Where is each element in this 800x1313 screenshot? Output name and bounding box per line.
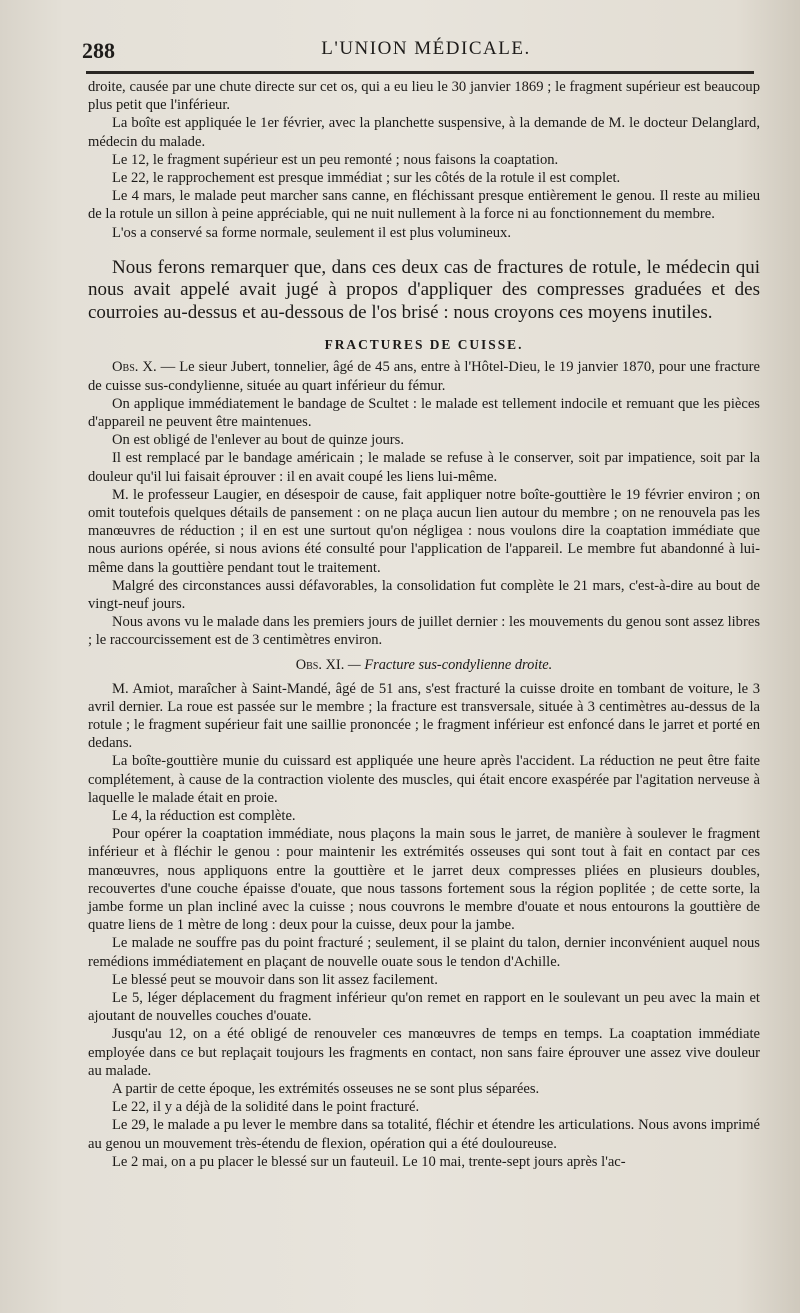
paragraph: Le 5, léger déplacement du fragment inférieur qu'on remet en rapport en le soulevant un peu avec la main et ajoutant de nouvelles couches d'ouate. — [88, 990, 760, 1025]
paragraph: Le blessé peut se mouvoir dans son lit assez facilement. — [112, 971, 438, 988]
paragraph: Malgré des circonstances aussi défavorables, la consolidation fut complète le 21 mars, c'est-à-dire au bout de vingt-neuf jours. — [88, 577, 760, 612]
paragraph: Le 22, le rapprochement est presque immédiat ; sur les côtés de la rotule il est complet. — [112, 170, 621, 187]
paragraph: L'os a conservé sa forme normale, seulement il est plus volumineux. — [112, 224, 511, 241]
paragraph: Le malade ne souffre pas du point fracturé ; seulement, il se plaint du talon, dernier inconvénient auquel nous remédions immédiatement en plaçant de nouvelle ouate sous le tendon d'Achille. — [88, 935, 760, 970]
paragraph: Il est remplacé par le bandage américain ; le malade se refuse à le conserver, soit par impatience, soit par la douleur qu'il lui faisait éprouver : il en avait coupé les liens lui-même. — [88, 450, 760, 485]
page-header — [82, 30, 770, 66]
header-rule — [86, 71, 754, 74]
paragraph: M. Amiot, maraîcher à Saint-Mandé, âgé de 51 ans, s'est fracturé la cuisse droite en tombant de voiture, le 3 avril dernier. La roue est passée sur le membre ; la fracture est transversale, située à 3 centimètres au-dessus de la rotule ; le fragment supérieur fait une saillie prononcée ; le fragment inférieur est enfoncé dans le jarret et porté en dedans. — [88, 680, 760, 752]
obs-11-ref: Obs. XI. — [295, 656, 345, 673]
paragraph: Pour opérer la coaptation immédiate, nous plaçons la main sous le jarret, de manière à soulever le fragment inférieur et à fléchir le genou : pour maintenir les extrémités osseuses qui sont tout à fait en contact par ces manœuvres, nous appliquons entre la gouttière et le jarret deux compresses pliées en plusieurs doubles, recouvertes d'une couche épaisse d'ouate, que nous tassons fortement sous la région poplitée ; de cette sorte, la jambe forme un plan incliné avec la cuisse ; nous couvrons le membre d'ouate et nous entourons la gouttière de quatre liens de 1 mètre de long : deux pour la cuisse, deux pour la jambe. — [88, 826, 760, 934]
paragraph: On applique immédiatement le bandage de Scultet : le malade est tellement indocile et remuant que les pièces d'appareil ne peuvent être maintenues. — [88, 395, 760, 430]
paragraph: Le 4 mars, le malade peut marcher sans canne, en fléchissant presque entièrement le genou. Il reste au milieu de la rotule un sillon à peine appréciable, qui ne nuit nullement à la force ni au fonctionnement du membre. — [88, 188, 760, 223]
obs-11-title: — Fracture sus-condylienne droite. — [347, 656, 553, 673]
obs-10-label: Obs. X. — [112, 359, 157, 376]
body-text — [88, 78, 760, 1171]
paragraph: La boîte-gouttière munie du cuissard est appliquée une heure après l'accident. La réduction ne peut être faite complétement, à cause de la contraction violente des muscles, qui était encore exaspérée par l'agitation nerveuse à laquelle le malade était en proie. — [88, 753, 760, 806]
paragraph: M. le professeur Laugier, en désespoir de cause, fait appliquer notre boîte-gouttière le 19 février environ ; on omit toutefois quelques détails de pansement : on ne plaça aucun lien autour du membre ; on ne renouvela pas les manœuvres de réduction ; il en est une surtout qu'on négligea : nous voulons dire la coaptation immédiate que nous aurions opérée, si nous avions été consulté pour l'application de l'appareil. Le membre fut abandonné à lui-même dans la gouttière pendant tout le traitement. — [88, 486, 760, 576]
section-heading: FRACTURES DE CUISSE. — [324, 337, 524, 353]
paragraph: droite, causée par une chute directe sur cet os, qui a eu lieu le 30 janvier 1869 ; le fragment supérieur est beaucoup plus petit que l'inférieur. — [88, 79, 760, 114]
obs-11-heading — [88, 656, 760, 674]
paragraph: Jusqu'au 12, on a été obligé de renouveler ces manœuvres de temps en temps. La coaptation immédiate employée dans ce but replaçait toujours les fragments en contact, non sans faire éprouver une assez vive douleur au malade. — [88, 1026, 760, 1079]
paragraph: A partir de cette époque, les extrémités osseuses ne se sont plus séparées. — [112, 1081, 540, 1098]
paragraph: Le 29, le malade a pu lever le membre dans sa totalité, fléchir et étendre les articulations. Nous avons imprimé au genou un mouvement très-étendu de flexion, opération qui a été douloureuse. — [88, 1117, 760, 1152]
paragraph: La boîte est appliquée le 1er février, avec la planchette suspensive, à la demande de M. le docteur Delanglard, médecin du malade. — [88, 115, 760, 150]
paragraph: Le 12, le fragment supérieur est un peu remonté ; nous faisons la coaptation. — [112, 151, 559, 168]
paragraph: On est obligé de l'enlever au bout de quinze jours. — [112, 432, 404, 449]
paragraph: Nous avons vu le malade dans les premiers jours de juillet dernier : les mouvements du genou sont assez libres ; le raccourcissement est de 3 centimètres environ. — [88, 614, 760, 649]
paragraph: Le 22, il y a déjà de la solidité dans le point fracturé. — [112, 1099, 420, 1116]
obs-10-intro-text: — Le sieur Jubert, tonnelier, âgé de 45 ans, entre à l'Hôtel-Dieu, le 19 janvier 1870, pour une fracture de cuisse sus-condylienne, située au quart inférieur du fémur. — [88, 359, 760, 394]
paragraph: Le 4, la réduction est complète. — [112, 808, 296, 824]
paragraph: Le 2 mai, on a pu placer le blessé sur un fauteuil. Le 10 mai, trente-sept jours après l'ac- — [112, 1153, 626, 1170]
remark-paragraph: Nous ferons remarquer que, dans ces deux cas de fractures de rotule, le médecin qui nous avait appelé avait jugé à propos d'appliquer des compresses graduées et des courroies au-dessus et au-dessous de l'os brisé : nous croyons ces moyens inutiles. — [88, 256, 760, 323]
obs-10-intro — [88, 358, 760, 394]
page-number: 288 — [82, 38, 115, 63]
running-title: L'UNION MÉDICALE. — [321, 38, 531, 59]
